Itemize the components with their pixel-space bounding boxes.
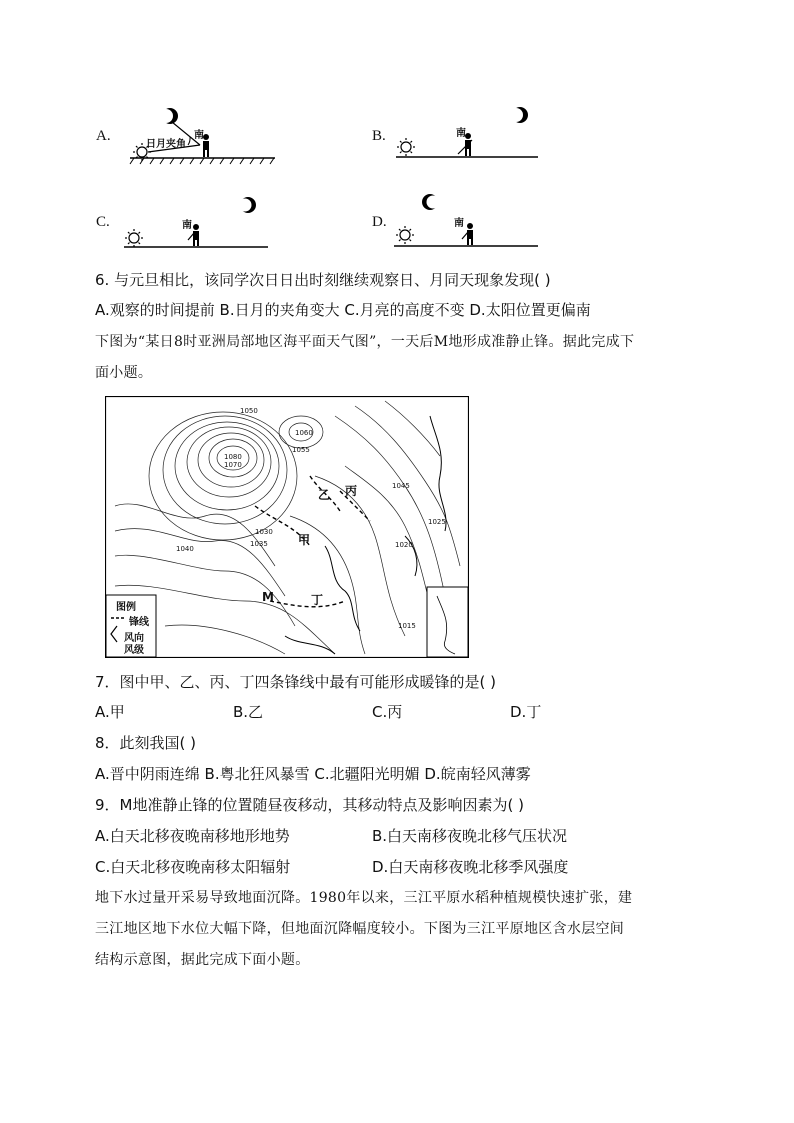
- isobar-label: 1060: [295, 429, 313, 437]
- moon-icon: [422, 194, 440, 210]
- south-label: 南: [454, 218, 464, 229]
- passage2-line1: 地下水过量开采易导致地面沉降。1980年以来，三江平原水稻种植规模快速扩张，建: [95, 890, 633, 906]
- isobar-label: 1070: [224, 461, 242, 469]
- isobar-label: 1055: [292, 446, 310, 454]
- q6-stem: 6. 与元旦相比，该同学次日日出时刻继续观察日、月同天现象发现( ): [95, 271, 551, 289]
- option-c-letter: C.: [96, 214, 110, 230]
- q7-option-a: A.甲: [95, 703, 125, 721]
- isobar-label: 1050: [240, 407, 258, 415]
- q9-stem: 9．M地准静止锋的位置随昼夜移动，其移动特点及影响因素为( ): [95, 796, 524, 814]
- passage2-line3: 结构示意图，据此完成下面小题。: [95, 952, 310, 968]
- q8-stem: 8．此刻我国( ): [95, 734, 197, 752]
- moon-icon: [159, 108, 178, 124]
- person-icon: [193, 224, 199, 246]
- south-label: 南: [182, 220, 192, 231]
- angle-label: 日月夹角: [146, 139, 186, 150]
- isobar-label: 1045: [392, 482, 410, 490]
- front-label-jia: 甲: [298, 533, 311, 547]
- front-label-ding: 丁: [311, 593, 324, 607]
- sun-icon: [397, 138, 415, 156]
- isobar-label: 1025: [428, 518, 446, 526]
- q7-option-b: B.乙: [233, 703, 264, 721]
- isobar-label: 1030: [255, 528, 273, 536]
- legend-wind2: 风级: [124, 645, 144, 656]
- q6-options: A.观察的时间提前 B.日月的夹角变大 C.月亮的高度不变 D.太阳位置更偏南: [95, 301, 591, 319]
- person-icon: [467, 223, 473, 245]
- isobar-label: 1080: [224, 453, 242, 461]
- q7-stem: 7．图中甲、乙、丙、丁四条锋线中最有可能形成暖锋的是( ): [95, 673, 497, 691]
- isobar-label: 1020: [395, 541, 413, 549]
- isobar-label: 1015: [398, 622, 416, 630]
- option-d-letter: D.: [372, 214, 387, 230]
- legend-front: 锋线: [129, 617, 149, 628]
- legend-title: 图例: [116, 602, 136, 613]
- figure-c: [118, 188, 278, 258]
- q8-options: A.晋中阴雨连绵 B.粤北狂风暴雪 C.北疆阳光明媚 D.皖南轻风薄雾: [95, 765, 531, 783]
- isobar-label: 1035: [250, 540, 268, 548]
- moon-icon: [239, 197, 257, 213]
- point-label-m: M: [262, 590, 274, 604]
- weather-map: [105, 396, 469, 658]
- front-label-yi: 乙: [318, 488, 331, 502]
- sun-icon: [125, 229, 143, 247]
- figure-d: [388, 188, 548, 258]
- option-b-letter: B.: [372, 128, 386, 144]
- south-label: 南: [456, 128, 466, 139]
- south-label: 南: [194, 130, 204, 141]
- q7-option-c: C.丙: [372, 703, 403, 721]
- passage1-line1: 下图为“某日8时亚洲局部地区海平面天气图”，一天后M地形成准静止锋。据此完成下: [95, 334, 635, 350]
- passage2-line2: 三江地区地下水位大幅下降，但地面沉降幅度较小。下图为三江平原地区含水层空间: [95, 921, 625, 937]
- legend-wind1: 风向: [124, 633, 144, 644]
- isobar-label: 1040: [176, 545, 194, 553]
- q7-option-d: D.丁: [510, 703, 542, 721]
- sun-icon: [396, 226, 414, 244]
- passage1-line2: 面小题。: [95, 365, 153, 381]
- moon-icon: [509, 107, 528, 123]
- figure-b: [388, 100, 548, 170]
- q9-option-a: A.白天北移夜晚南移地形地势: [95, 827, 290, 845]
- option-a-letter: A.: [96, 128, 111, 144]
- front-label-bing: 丙: [345, 484, 358, 498]
- q9-option-d: D.白天南移夜晚北移季风强度: [372, 858, 569, 876]
- q9-option-b: B.白天南移夜晚北移气压状况: [372, 827, 568, 845]
- q9-option-c: C.白天北移夜晚南移太阳辐射: [95, 858, 291, 876]
